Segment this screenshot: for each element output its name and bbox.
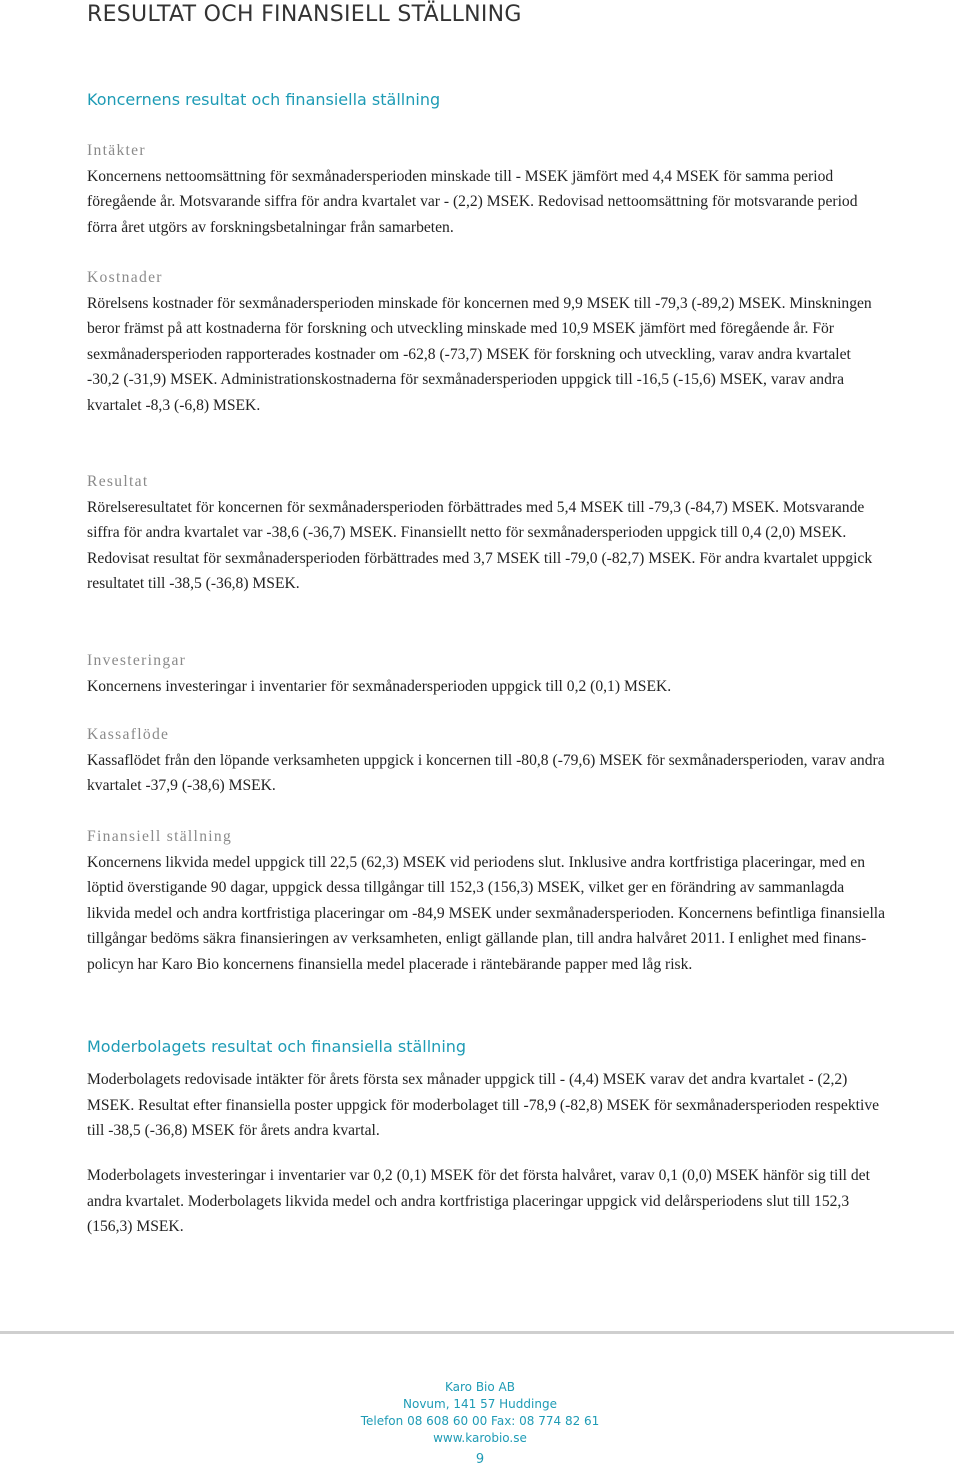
group-results-heading: Koncernens resultat och finansiella ställning <box>87 90 441 109</box>
investeringar-heading: Investeringar <box>87 652 187 669</box>
footer <box>0 1379 960 1447</box>
section-parent-p2 <box>87 1163 887 1240</box>
finansiell-heading: Finansiell ställning <box>87 828 233 845</box>
page-title: RESULTAT OCH FINANSIELL STÄLLNING <box>87 2 522 27</box>
footer-company: Karo Bio AB <box>444 1380 515 1394</box>
section-finansiell-stallning <box>87 824 887 977</box>
finansiell-text: Koncernens likvida medel uppgick till 22,5 (62,3) MSEK vid periodens slut. Inklusive andra kortfristiga placeringar, med en löptid överstigande 90 dagar, uppgick dessa tillgångar till 152,3 (156,3) MSEK, vilket ger en förändring av sammanlagda likvida medel och andra kortfristiga placeringar om -84,9 MSEK under sexmånadersperioden. Koncernens befintliga finansiella tillgångar bedöms säkra finansieringen av verksamheten, enligt gällande plan, till andra halvåret 2011. I enlighet med finanspolicyn har Karo Bio koncernens finansiella medel placerade i räntebärande papper med låg risk. <box>87 853 886 973</box>
kostnader-heading: Kostnader <box>87 269 163 286</box>
investeringar-text: Koncernens investeringar i inventarier för sexmånadersperioden uppgick till 0,2 (0,1) MSEK. <box>87 677 672 695</box>
footer-website-link[interactable]: www.karobio.se <box>433 1431 527 1445</box>
section-investeringar <box>87 648 887 699</box>
footer-phone: Telefon 08 608 60 00 Fax: 08 774 82 61 <box>360 1414 600 1428</box>
page-number: 9 <box>475 1452 485 1467</box>
intakter-text: Koncernens nettoomsättning för sexmånadersperioden minskade till - MSEK jämfört med 4,4 MSEK för samma period föregående år. Motsvarande siffra för andra kvartalet var - (2,2) MSEK. Redovisad nettoomsättning för motsvarande period förra året utgörs av forskningsbetalningar från samarbeten. <box>87 167 858 236</box>
section-parent-p1 <box>87 1067 887 1144</box>
section-kostnader <box>87 265 887 418</box>
section-intakter <box>87 138 887 240</box>
footer-address: Novum, 141 57 Huddinge <box>403 1397 557 1411</box>
kostnader-text: Rörelsens kostnader för sexmånadersperioden minskade för koncernen med 9,9 MSEK till -79,3 (-89,2) MSEK. Minskningen beror främst på att kostnaderna för forskning och utveckling minskade med 10,9 MSEK jämfört med föregående år. För sexmånadersperioden rapporterades kostnader om -62,8 (-73,7) MSEK för forskning och utveckling, varav andra kvartalet -30,2 (-31,9) MSEK. Administrationskostnaderna för sexmånadersperioden uppgick till -16,5 (-15,6) MSEK, varav andra kvartalet -8,3 (-6,8) MSEK. <box>87 294 872 414</box>
parent-paragraph-2: Moderbolagets investeringar i inventarier var 0,2 (0,1) MSEK för det första halvåret, varav 0,1 (0,0) MSEK hänför sig till det andra kvartalet. Moderbolagets likvida medel och andra kortfristiga placeringar uppgick vid delårsperiodens slut till 152,3 (156,3) MSEK. <box>87 1167 870 1235</box>
footer-divider <box>0 1331 954 1334</box>
parent-results-heading: Moderbolagets resultat och finansiella ställning <box>87 1037 467 1056</box>
kassaflode-text: Kassaflödet från den löpande verksamheten uppgick i koncernen till -80,8 (-79,6) MSEK för sexmånadersperioden, varav andra kvartalet -37,9 (-38,6) MSEK. <box>87 751 885 794</box>
intakter-heading: Intäkter <box>87 142 146 159</box>
resultat-text: Rörelseresultatet för koncernen för sexmånadersperioden förbättrades med 5,4 MSEK till -79,3 (-84,7) MSEK. Motsvarande siffra för andra kvartalet var -38,6 (-36,7) MSEK. Finansiellt netto för sexmånadersperioden uppgick till 0,4 (2,0) MSEK. Redovisat resultat för sexmånadersperioden förbättrades med 3,7 MSEK till -79,0 (-82,7) MSEK. För andra kvartalet uppgick resultatet till -38,5 (-36,8) MSEK. <box>87 498 873 592</box>
resultat-heading: Resultat <box>87 473 149 490</box>
parent-paragraph-1: Moderbolagets redovisade intäkter för årets första sex månader uppgick till - (4,4) MSEK varav det andra kvartalet - (2,2) MSEK. Resultat efter finansiella poster uppgick för moderbolaget till -78,9 (-82,8) MSEK för sexmånadersperioden respektive till -38,5 (-36,8) MSEK för årets andra kvartal. <box>87 1071 880 1139</box>
kassaflode-heading: Kassaflöde <box>87 726 170 743</box>
section-kassaflode <box>87 722 887 799</box>
section-resultat <box>87 469 887 597</box>
